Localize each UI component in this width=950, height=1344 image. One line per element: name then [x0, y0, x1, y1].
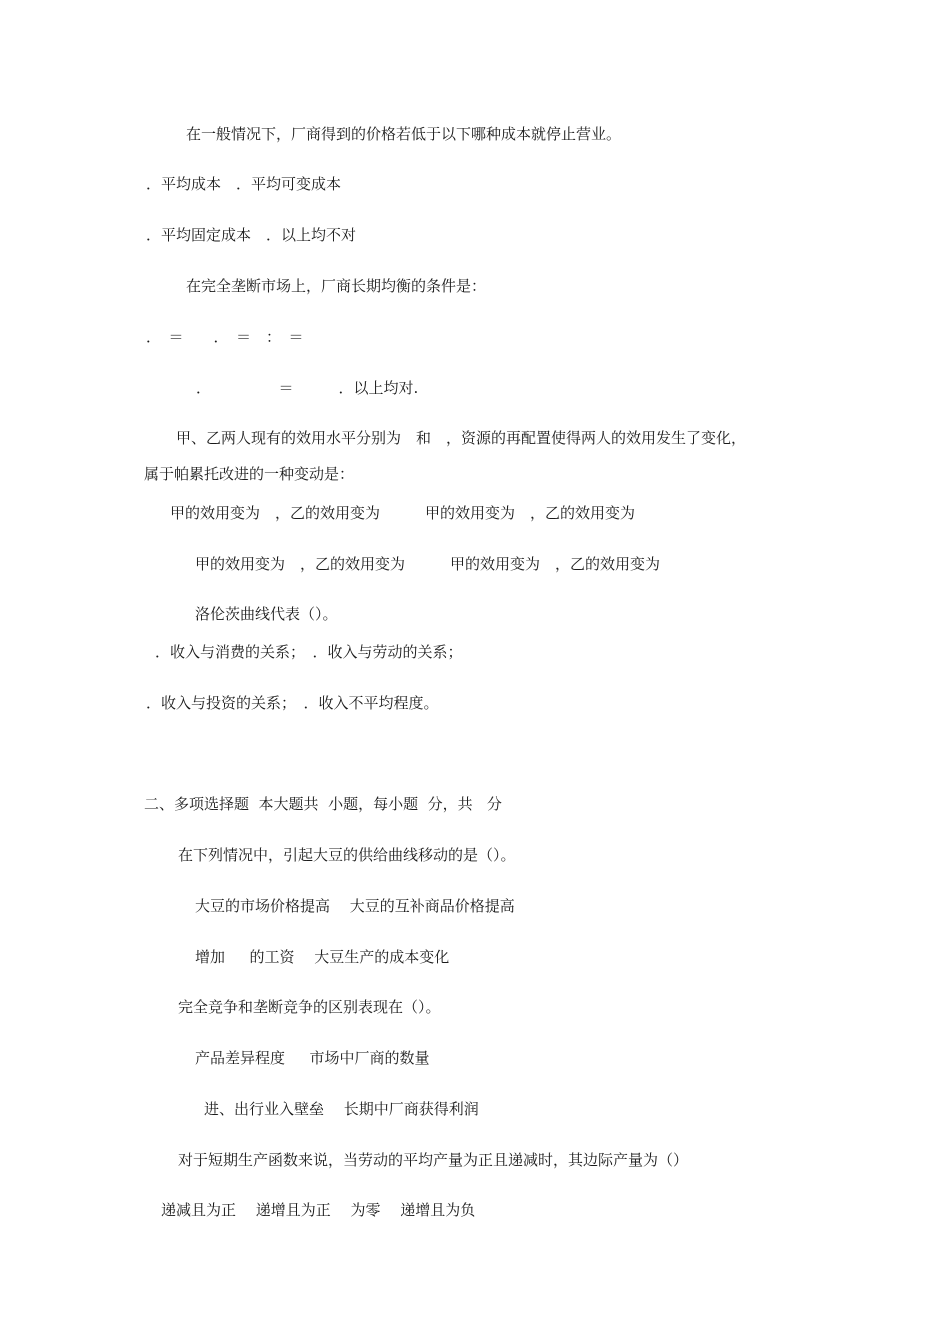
q5-options-row-1: 大豆的市场价格提高 大豆的互补商品价格提高: [195, 897, 515, 915]
q1-stem: 在一般情况下，厂商得到的价格若低于以下哪种成本就停止营业。: [186, 125, 622, 143]
q4-options-row-2: ．收入与投资的关系； ．收入不平均程度。: [146, 694, 439, 712]
section-heading: 二、多项选择题 本大题共 小题，每小题 分，共 分: [144, 795, 502, 813]
q5-stem: 在下列情况中，引起大豆的供给曲线移动的是（）。: [178, 846, 516, 864]
q2-stem: 在完全垄断市场上，厂商长期均衡的条件是：: [186, 277, 487, 295]
q2-options-row-1: ． ＝ ． ＝ ： ＝: [146, 328, 304, 346]
q2-options-row-2: ． ＝ ．以上均对.: [196, 379, 419, 397]
q3-stem-line-1: 甲、乙两人现有的效用水平分别为 和 ，资源的再配置使得两人的效用发生了变化，: [176, 429, 747, 447]
q6-options-row-1: 产品差异程度 市场中厂商的数量: [195, 1049, 430, 1067]
q1-options-row-2: ．平均固定成本 ．以上均不对: [146, 226, 357, 244]
q4-options-row-1: ．收入与消费的关系； ．收入与劳动的关系；: [155, 643, 463, 661]
q7-options-row-1: 递减且为正 递增且为正 为零 递增且为负: [161, 1201, 476, 1219]
q3-options-row-1: 甲的效用变为 ，乙的效用变为 甲的效用变为 ，乙的效用变为: [170, 504, 636, 522]
q6-options-row-2: 进、出行业入壁垒 长期中厂商获得利润: [204, 1100, 479, 1118]
q5-options-row-2: 增加 的工资 大豆生产的成本变化: [195, 948, 450, 966]
q6-stem: 完全竞争和垄断竞争的区别表现在（）。: [178, 998, 441, 1016]
q1-options-row-1: ．平均成本 ．平均可变成本: [146, 175, 342, 193]
q3-stem-line-2: 属于帕累托改进的一种变动是：: [144, 465, 355, 483]
q7-stem: 对于短期生产函数来说，当劳动的平均产量为正且递减时，其边际产量为（）: [178, 1151, 689, 1169]
q4-stem: 洛伦茨曲线代表（）。: [195, 605, 338, 623]
q3-options-row-2: 甲的效用变为 ，乙的效用变为 甲的效用变为 ，乙的效用变为: [195, 555, 661, 573]
